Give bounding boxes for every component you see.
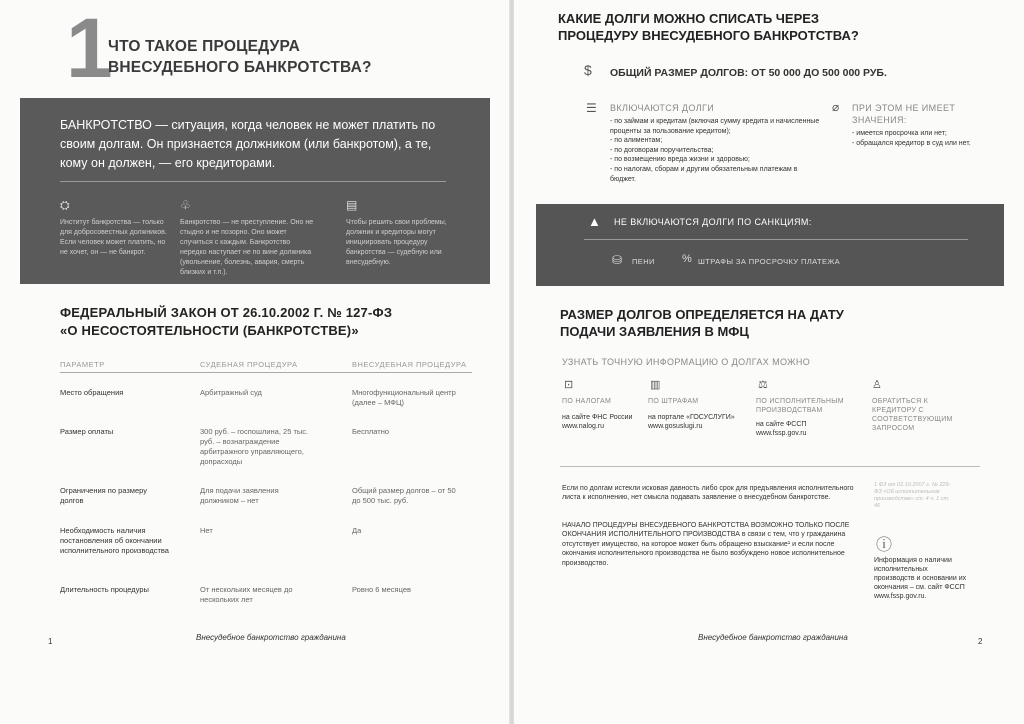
- table-header-court: СУДЕБНАЯ ПРОЦЕДУРА: [200, 360, 298, 369]
- page-number: 1: [48, 637, 53, 646]
- definition-lead: БАНКРОТСТВО — ситуация, когда человек не может платить по своим долгам. Он признается должником (или банкротом), а те, кому он должен, — его кредиторами.: [60, 118, 436, 170]
- table-cell: Нет: [200, 526, 213, 535]
- page-number: 2: [978, 637, 983, 646]
- irrelevant-list: [852, 129, 982, 148]
- source-heading: ПО ШТРАФАМ: [648, 398, 699, 405]
- excluded-heading: НЕ ВКЛЮЧАЮТСЯ ДОЛГИ ПО САНКЦИЯМ:: [614, 217, 812, 227]
- section-divider: [560, 466, 980, 467]
- page-title-line-2: ВНЕСУДЕБНОГО БАНКРОТСТВА?: [108, 59, 372, 76]
- source-body: на сайте ФНС России www.nalog.ru: [562, 414, 633, 430]
- table-cell: Ограничения по размеру долгов: [60, 486, 147, 505]
- table-cell: Многофункциональный центр (далее – МФЦ): [352, 388, 456, 407]
- table-cell: Да: [352, 526, 362, 535]
- source-body: на портале «ГОСУСЛУГИ» www.gosuslugi.ru: [648, 414, 735, 430]
- table-cell: Общий размер долгов – от 50 до 500 тыс. руб.: [352, 486, 456, 505]
- date-title-line-1: РАЗМЕР ДОЛГОВ ОПРЕДЕЛЯЕТСЯ НА ДАТУ: [560, 307, 844, 322]
- band-column-3: Чтобы решить свои проблемы, должник и кредиторы могут инициировать процедуру банкротства — судебную или внесудебную.: [346, 219, 447, 266]
- table-header-rule: [60, 372, 472, 373]
- table-cell: Бесплатно: [352, 427, 390, 436]
- piggy-bank-icon: ♧: [180, 198, 191, 212]
- debts-title-line-2: ПРОЦЕДУРУ ВНЕСУДЕБНОГО БАНКРОТСТВА?: [558, 28, 859, 43]
- table-header-param: ПАРАМЕТР: [60, 360, 105, 369]
- total-debt: ОБЩИЙ РАЗМЕР ДОЛГОВ: ОТ 50 000 ДО 500 000 РУБ.: [610, 67, 887, 79]
- limitation-paragraph: Если по долгам истекли исковая давность либо срок для предъявления исполнительного листа к исполнению, нет смысла подавать заявление о внесудебном банкротстве.: [562, 485, 854, 502]
- list-item: - по займам и кредитам (включая сумму кредита и начисленные проценты за пользование кредитом);: [610, 117, 820, 136]
- band-column-1: Институт банкротства — только для добросовестных должников. Если человек может платить, но не хочет, он — не банкрот.: [60, 219, 167, 256]
- table-cell: Необходимость наличия постановления об окончании исполнительного производства: [60, 526, 169, 555]
- footnote: 1 ФЗ от 02.10.2007 г. № 229-ФЗ «Об исполнительном производстве» ст. 4 ч. 1 ст. 46: [874, 482, 951, 509]
- table-cell: Длительность процедуры: [60, 585, 149, 594]
- table-cell: Для подачи заявления должником – нет: [200, 486, 279, 505]
- section-number: 1: [66, 1, 113, 95]
- list-item: - по договорам поручительства;: [610, 146, 820, 156]
- date-title-line-2: ПОДАЧИ ЗАЯВЛЕНИЯ В МФЦ: [560, 324, 749, 339]
- excluded-item-penalty: ПЕНИ: [632, 257, 655, 266]
- law-title-line-1: ФЕДЕРАЛЬНЫЙ ЗАКОН ОТ 26.10.2002 Г. № 127-ФЗ: [60, 305, 393, 320]
- list-item: - по алиментам;: [610, 136, 820, 146]
- calendar-icon: ▤: [346, 198, 358, 212]
- info-note: Информация о наличии исполнительных производств и основании их окончания – см. сайт ФССП www.fssp.gov.ru.: [874, 557, 967, 600]
- list-icon: ☰: [586, 101, 597, 115]
- excluded-band: [536, 204, 1004, 286]
- list-item: - по возмещению вреда жизни и здоровью;: [610, 155, 820, 165]
- debts-title-line-1: КАКИЕ ДОЛГИ МОЖНО СПИСАТЬ ЧЕРЕЗ: [558, 11, 820, 26]
- band-divider: [60, 181, 446, 182]
- table-cell: Размер оплаты: [60, 427, 114, 436]
- person-icon: ♙: [872, 379, 882, 391]
- table-header-outcourt: ВНЕСУДЕБНАЯ ПРОЦЕДУРА: [352, 360, 467, 369]
- warning-icon: ▲: [588, 214, 601, 229]
- table-cell: От нескольких месяцев до нескольких лет: [200, 585, 293, 604]
- irrelevant-heading: ПРИ ЭТОМ НЕ ИМЕЕТ ЗНАЧЕНИЯ:: [852, 103, 956, 125]
- scales-icon: ⚖: [758, 379, 768, 391]
- money-bag-icon: $: [584, 62, 592, 78]
- tax-icon: ⊡: [564, 379, 574, 391]
- info-icon: ⓘ: [876, 537, 893, 554]
- table-cell: Ровно 6 месяцев: [352, 585, 411, 594]
- source-body: на сайте ФССП www.fssp.gov.ru: [756, 421, 807, 437]
- list-item: - имеется просрочка или нет;: [852, 129, 982, 139]
- coins-icon: ⛁: [612, 253, 623, 267]
- page-footer: Внесудебное банкротство гражданина: [698, 633, 848, 642]
- page-left: [0, 0, 510, 724]
- law-title-line-2: «О НЕСОСТОЯТЕЛЬНОСТИ (БАНКРОТСТВЕ)»: [60, 323, 359, 338]
- table-cell: Арбитражный суд: [200, 388, 262, 397]
- definition-band: [20, 98, 490, 284]
- source-heading: ПО ИСПОЛНИТЕЛЬНЫМ ПРОИЗВОДСТВАМ: [756, 398, 844, 414]
- excluded-item-fines: ШТРАФЫ ЗА ПРОСРОЧКУ ПЛАТЕЖА: [698, 257, 841, 266]
- procedure-paragraph: НАЧАЛО ПРОЦЕДУРЫ ВНЕСУДЕБНОГО БАНКРОТСТВА ВОЗМОЖНО ТОЛЬКО ПОСЛЕ ОКОНЧАНИЯ ИСПОЛНИТЕЛЬНОГО ПРОИЗВОДСТВА в связи с тем, что у гражданина отсутствует имущество, на которое может быть обращено взыскание¹ и если после окончания исполнительного производства не было возбуждено новое исполнительное производство.: [562, 522, 850, 567]
- page-footer: Внесудебное банкротство гражданина: [196, 633, 346, 642]
- included-heading: ВКЛЮЧАЮТСЯ ДОЛГИ: [610, 103, 715, 113]
- included-list: [610, 117, 820, 184]
- table-cell: Место обращения: [60, 388, 124, 397]
- percent-icon: %: [682, 253, 692, 265]
- paperclip-icon: ⌀: [832, 100, 840, 114]
- band-column-2: Банкротство — не преступление. Оно не стыдно и не позорно. Оно может случиться с каждым. Банкротство нередко наступает не по вине должника (увольнение, болезнь, авария, смерть близких и т.п.).: [180, 219, 314, 276]
- source-heading: ПО НАЛОГАМ: [562, 398, 612, 405]
- handshake-icon: ⛭: [60, 198, 70, 212]
- list-item: - по налогам, сборам и другим обязательным платежам в бюджет.: [610, 165, 820, 184]
- excluded-divider: [584, 239, 968, 240]
- learn-heading: УЗНАТЬ ТОЧНУЮ ИНФОРМАЦИЮ О ДОЛГАХ МОЖНО: [562, 357, 811, 367]
- source-heading: ОБРАТИТЬСЯ К КРЕДИТОРУ С СООТВЕТСТВУЮЩИМ ЗАПРОСОМ: [872, 398, 953, 432]
- table-cell: 300 руб. – госпошлина, 25 тыс. руб. – вознаграждение арбитражного управляющего, допрасходы: [200, 427, 309, 466]
- page-title-line-1: ЧТО ТАКОЕ ПРОЦЕДУРА: [108, 38, 301, 55]
- list-item: - обращался кредитор в суд или нет.: [852, 139, 982, 149]
- document-icon: ▥: [650, 379, 661, 391]
